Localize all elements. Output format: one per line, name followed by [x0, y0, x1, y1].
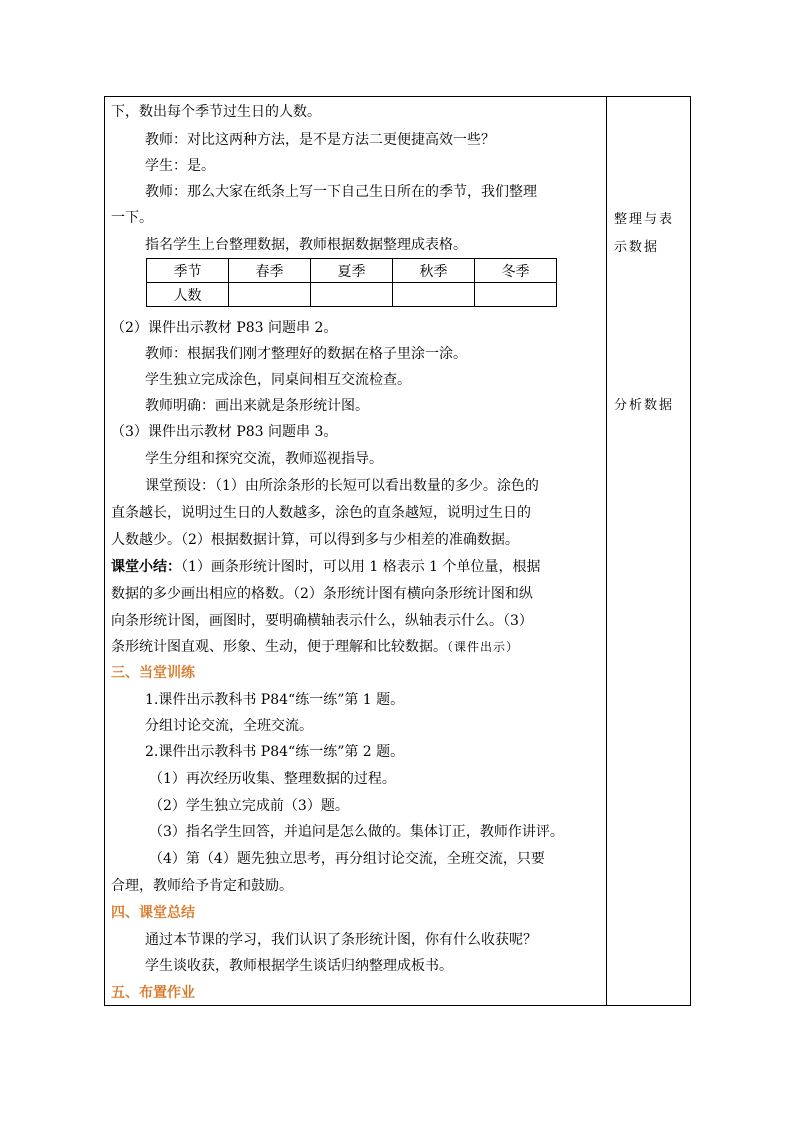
section-heading-summary: 四、课堂总结 [111, 905, 195, 921]
text-line: 学生独立完成涂色，同桌间相互交流检查。 [145, 372, 411, 388]
summary-label: 课堂小结： [111, 559, 181, 575]
text-line: 一下。 [111, 210, 153, 226]
summary-line [111, 557, 541, 577]
lesson-plan-table [104, 96, 691, 1006]
text-line: （2）课件出示教材 P83 问题串 2。 [111, 320, 338, 336]
text-segment: 条形统计图直观、形象、生动，便于理解和比较数据。 [111, 639, 447, 655]
side-note-line: 示数据 [614, 240, 660, 255]
text-line: 人数越少。（2）根据数据计算，可以得到多与少相差的准确数据。 [111, 532, 519, 548]
table-cell [393, 283, 475, 307]
text-line: （2）学生独立完成前（3）题。 [149, 798, 349, 814]
text-line: 学生：是。 [145, 158, 215, 174]
text-line: 课堂预设：（1）由所涂条形的长短可以看出数量的多少。涂色的 [145, 478, 539, 494]
text-line: 向条形统计图，画图时，要明确横轴表示什么，纵轴表示什么。（3） [111, 613, 533, 629]
summary-text: （1）画条形统计图时，可以用 1 格表示 1 个单位量，根据 [181, 559, 541, 575]
text-line: 学生分组和探究交流，教师巡视指导。 [145, 451, 383, 467]
text-line: （3）课件出示教材 P83 问题串 3。 [111, 424, 338, 440]
table-cell: 夏季 [311, 259, 393, 283]
text-line: 教师：那么大家在纸条上写一下自己生日所在的季节，我们整理 [145, 184, 537, 200]
table-cell: 秋季 [393, 259, 475, 283]
table-cell: 冬季 [475, 259, 557, 283]
text-line: （1）再次经历收集、整理数据的过程。 [149, 771, 396, 787]
text-line: 直条越长，说明过生日的人数越多，涂色的直条越短，说明过生日的 [111, 505, 531, 521]
courseware-note: （课件出示） [447, 640, 520, 654]
table-cell [311, 283, 393, 307]
section-heading-homework: 五、布置作业 [111, 985, 195, 1001]
text-line: 学生谈收获，教师根据学生谈话归纳整理成板书。 [145, 958, 453, 974]
text-line: 教师：根据我们刚才整理好的数据在格子里涂一涂。 [145, 346, 467, 362]
text-line: 教师：对比这两种方法，是不是方法二更便捷高效一些？ [145, 132, 495, 148]
side-note-organize [614, 206, 674, 262]
table-cell: 春季 [229, 259, 311, 283]
text-line: 分组讨论交流，全班交流。 [145, 718, 313, 734]
text-line: 通过本节课的学习，我们认识了条形统计图，你有什么收获呢？ [145, 932, 537, 948]
table-cell [475, 283, 557, 307]
side-note-analyze: 分析数据 [614, 398, 675, 413]
section-heading-practice: 三、当堂训练 [111, 665, 195, 681]
season-table [146, 258, 557, 307]
text-line: 教师明确：画出来就是条形统计图。 [145, 398, 369, 414]
table-cell: 季节 [147, 259, 229, 283]
table-row [147, 283, 557, 307]
table-cell [229, 283, 311, 307]
text-line: 数据的多少画出相应的格数。（2）条形统计图有横向条形统计图和纵 [111, 586, 533, 602]
text-line: 2.课件出示教科书 P84“练一练”第 2 题。 [145, 744, 405, 760]
side-note-line: 整理与表 [614, 212, 675, 227]
table-header-row [147, 259, 557, 283]
table-cell: 人数 [147, 283, 229, 307]
text-line: 指名学生上台整理数据，教师根据数据整理成表格。 [145, 237, 467, 253]
text-line: 1.课件出示教科书 P84“练一练”第 1 题。 [145, 692, 405, 708]
text-line: （4）第（4）题先独立思考，再分组讨论交流，全班交流，只要 [149, 851, 545, 867]
text-line: 下，数出每个季节过生日的人数。 [111, 104, 321, 120]
text-line: 合理，教师给予肯定和鼓励。 [111, 878, 293, 894]
text-line [111, 637, 519, 657]
column-divider [606, 96, 607, 1006]
text-line: （3）指名学生回答，并追问是怎么做的。集体订正，教师作讲评。 [149, 824, 564, 840]
